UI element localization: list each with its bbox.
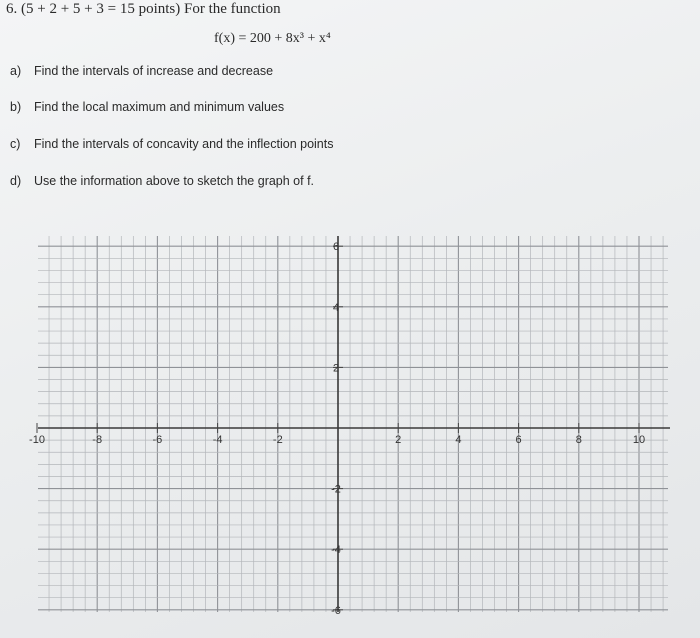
x-tick-label: -10 [29, 434, 45, 446]
x-tick-label: -2 [272, 434, 283, 446]
x-tick-label: -8 [92, 434, 103, 446]
x-tick-label: 4 [455, 434, 462, 446]
problem-title: 6. (5 + 2 + 5 + 3 = 15 points) For the function [6, 1, 281, 17]
y-tick-label: -6 [331, 604, 341, 617]
part-d-text: Use the information above to sketch the graph of f. [34, 174, 315, 188]
part-c-text: Find the intervals of concavity and the inflection points [34, 137, 334, 151]
y-tick-label: -2 [331, 483, 341, 496]
part-d-label: d) [10, 174, 22, 188]
x-tick-label: -4 [212, 434, 223, 446]
y-tick-label: 4 [332, 301, 340, 314]
part-b-text: Find the local maximum and minimum values [34, 100, 285, 114]
y-tick-label: 2 [332, 362, 340, 375]
part-a-label: a) [10, 64, 22, 78]
x-tick-label: 8 [575, 434, 582, 446]
function-formula: f(x) = 200 + 8x³ + x⁴ [214, 31, 331, 46]
x-tick-label: -6 [152, 434, 163, 446]
x-tick-label: 10 [632, 434, 646, 446]
y-tick-label: -4 [331, 544, 341, 557]
part-b-label: b) [10, 100, 22, 114]
x-tick-label: 6 [515, 434, 522, 446]
x-tick-label: 2 [395, 434, 402, 446]
y-tick-label: 6 [332, 241, 340, 254]
part-a-text: Find the intervals of increase and decrease [34, 64, 274, 78]
part-c-label: c) [10, 137, 21, 151]
